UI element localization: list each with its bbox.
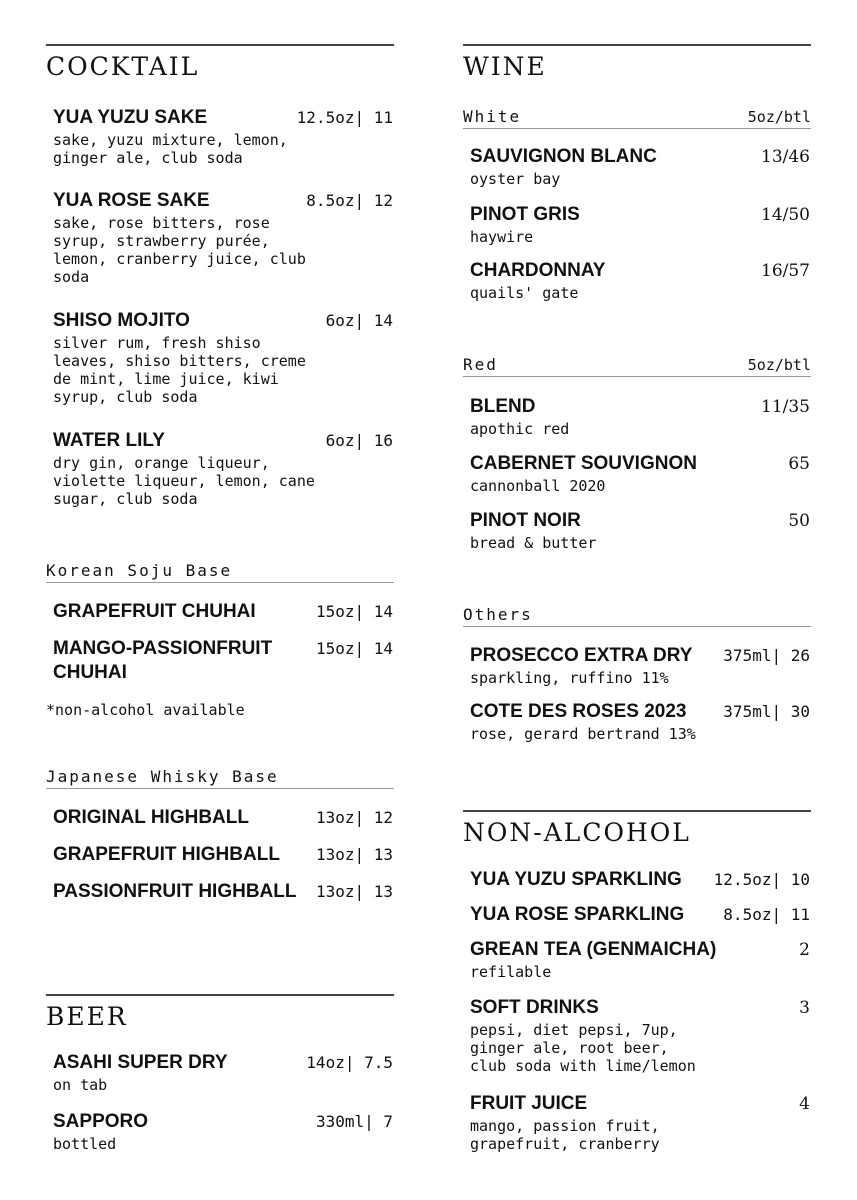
others-title: Others: [463, 605, 533, 624]
beer-title: BEER: [46, 1002, 128, 1031]
item-name: FRUIT JUICE: [470, 1093, 588, 1114]
item-desc: pepsi, diet pepsi, 7up, ginger ale, root beer, club soda with lime/lemon: [470, 1021, 696, 1075]
item-name: GRAPEFRUIT CHUHAI: [53, 601, 256, 622]
item-desc: sake, yuzu mixture, lemon, ginger ale, club soda: [53, 131, 288, 167]
item-price: 330ml| 7: [315, 1112, 393, 1131]
menu-item: [53, 600, 393, 624]
item-price: 13oz| 13: [315, 882, 393, 901]
item-name: CHARDONNAY: [470, 260, 606, 281]
item-price: 4: [799, 1094, 810, 1114]
white-subheader: [463, 106, 811, 129]
section-rule: [46, 44, 394, 46]
red-title: Red: [463, 355, 498, 374]
red-unit: 5oz/btl: [747, 356, 811, 374]
item-price: 65: [788, 454, 810, 474]
item-price: 12.5oz| 11: [296, 108, 393, 127]
item-desc: refilable: [470, 963, 552, 981]
cocktail-section: [46, 44, 394, 79]
menu-item: [470, 1092, 810, 1153]
item-price: 14/50: [761, 205, 810, 225]
menu-item: [53, 309, 393, 406]
menu-item: [53, 1110, 393, 1153]
item-price: 13oz| 13: [315, 845, 393, 864]
menu-item: [53, 189, 393, 286]
item-desc: oyster bay: [470, 170, 561, 188]
item-price: 15oz| 14: [315, 639, 393, 658]
whisky-title: Japanese Whisky Base: [46, 767, 279, 786]
menu-item: [470, 644, 810, 687]
section-rule: [46, 994, 394, 996]
nonalcohol-title: NON-ALCOHOL: [463, 818, 691, 847]
menu-item: [53, 429, 393, 508]
item-desc: haywire: [470, 228, 534, 246]
section-rule: [463, 810, 811, 812]
white-unit: 5oz/btl: [747, 108, 811, 126]
item-name: MANGO-PASSIONFRUIT CHUHAI: [53, 638, 273, 683]
item-name: YUA YUZU SAKE: [53, 107, 208, 128]
white-title: White: [463, 107, 522, 126]
nonalcohol-section: [463, 810, 811, 845]
item-name: ASAHI SUPER DRY: [53, 1052, 228, 1073]
item-price: 8.5oz| 11: [723, 905, 810, 924]
item-name: GREAN TEA (GENMAICHA): [470, 939, 717, 960]
item-price: 15oz| 14: [315, 602, 393, 621]
item-name: YUA YUZU SPARKLING: [470, 869, 682, 890]
item-name: YUA ROSE SPARKLING: [470, 904, 685, 925]
item-price: 12.5oz| 10: [713, 870, 810, 889]
menu-item: [470, 996, 810, 1075]
item-desc: cannonball 2020: [470, 477, 606, 495]
menu-item: [470, 509, 810, 552]
item-price: 375ml| 30: [723, 702, 810, 721]
menu-item: [470, 700, 810, 743]
item-desc: dry gin, orange liqueur, violette liqueur, lemon, cane sugar, club soda: [53, 454, 315, 508]
item-desc: quails' gate: [470, 284, 579, 302]
menu-item: [470, 452, 810, 495]
menu-item: [53, 1051, 393, 1094]
item-name: PINOT GRIS: [470, 204, 580, 225]
menu-item: [53, 880, 393, 904]
item-desc: mango, passion fruit, grapefruit, cranberry: [470, 1117, 660, 1153]
item-price: 50: [788, 511, 810, 531]
wine-section: [463, 44, 811, 79]
menu-item: [470, 903, 810, 927]
item-price: 11/35: [761, 397, 810, 417]
item-desc: sparkling, ruffino 11%: [470, 669, 669, 687]
item-name: CABERNET SOUVIGNON: [470, 453, 697, 474]
item-name: PROSECCO EXTRA DRY: [470, 645, 693, 666]
item-price: 8.5oz| 12: [306, 191, 393, 210]
item-desc: apothic red: [470, 420, 570, 438]
item-price: 6oz| 16: [325, 431, 393, 450]
others-subheader: [463, 604, 811, 627]
item-name: WATER LILY: [53, 430, 165, 451]
item-desc: sake, rose bitters, rose syrup, strawberry purée, lemon, cranberry juice, club soda: [53, 214, 306, 286]
item-name: COTE DES ROSES 2023: [470, 701, 687, 722]
menu-item: [53, 806, 393, 830]
item-price: 3: [799, 998, 810, 1018]
item-desc: bottled: [53, 1135, 117, 1153]
menu-item: [470, 259, 810, 302]
item-name: YUA ROSE SAKE: [53, 190, 210, 211]
soju-subheader: [46, 560, 394, 583]
soju-note: *non-alcohol available: [46, 701, 245, 719]
item-price: 13oz| 12: [315, 808, 393, 827]
menu-item: [53, 637, 393, 685]
menu-item: [470, 145, 810, 188]
soju-title: Korean Soju Base: [46, 561, 233, 580]
section-rule: [463, 44, 811, 46]
item-name: GRAPEFRUIT HIGHBALL: [53, 844, 280, 865]
item-desc: silver rum, fresh shiso leaves, shiso bitters, creme de mint, lime juice, kiwi syrup, club soda: [53, 334, 306, 406]
menu-item: [53, 106, 393, 167]
item-name: SOFT DRINKS: [470, 997, 599, 1018]
item-desc: on tab: [53, 1076, 108, 1094]
item-name: SAPPORO: [53, 1111, 149, 1132]
menu-item: [470, 938, 810, 981]
item-name: PASSIONFRUIT HIGHBALL: [53, 881, 297, 902]
menu-item: [470, 868, 810, 892]
menu-item: [470, 203, 810, 246]
item-name: PINOT NOIR: [470, 510, 581, 531]
item-name: BLEND: [470, 396, 536, 417]
item-name: SHISO MOJITO: [53, 310, 190, 331]
beer-section: [46, 994, 394, 1029]
item-name: SAUVIGNON BLANC: [470, 146, 657, 167]
item-price: 16/57: [761, 261, 810, 281]
cocktail-title: COCKTAIL: [46, 52, 200, 81]
wine-title: WINE: [463, 52, 547, 81]
menu-item: [470, 395, 810, 438]
item-desc: rose, gerard bertrand 13%: [470, 725, 696, 743]
item-price: 2: [799, 940, 810, 960]
item-name: ORIGINAL HIGHBALL: [53, 807, 249, 828]
item-desc: bread & butter: [470, 534, 597, 552]
menu-item: [53, 843, 393, 867]
red-subheader: [463, 354, 811, 377]
item-price: 375ml| 26: [723, 646, 810, 665]
whisky-subheader: [46, 766, 394, 789]
item-price: 13/46: [761, 147, 810, 167]
item-price: 6oz| 14: [325, 311, 393, 330]
item-price: 14oz| 7.5: [306, 1053, 393, 1072]
